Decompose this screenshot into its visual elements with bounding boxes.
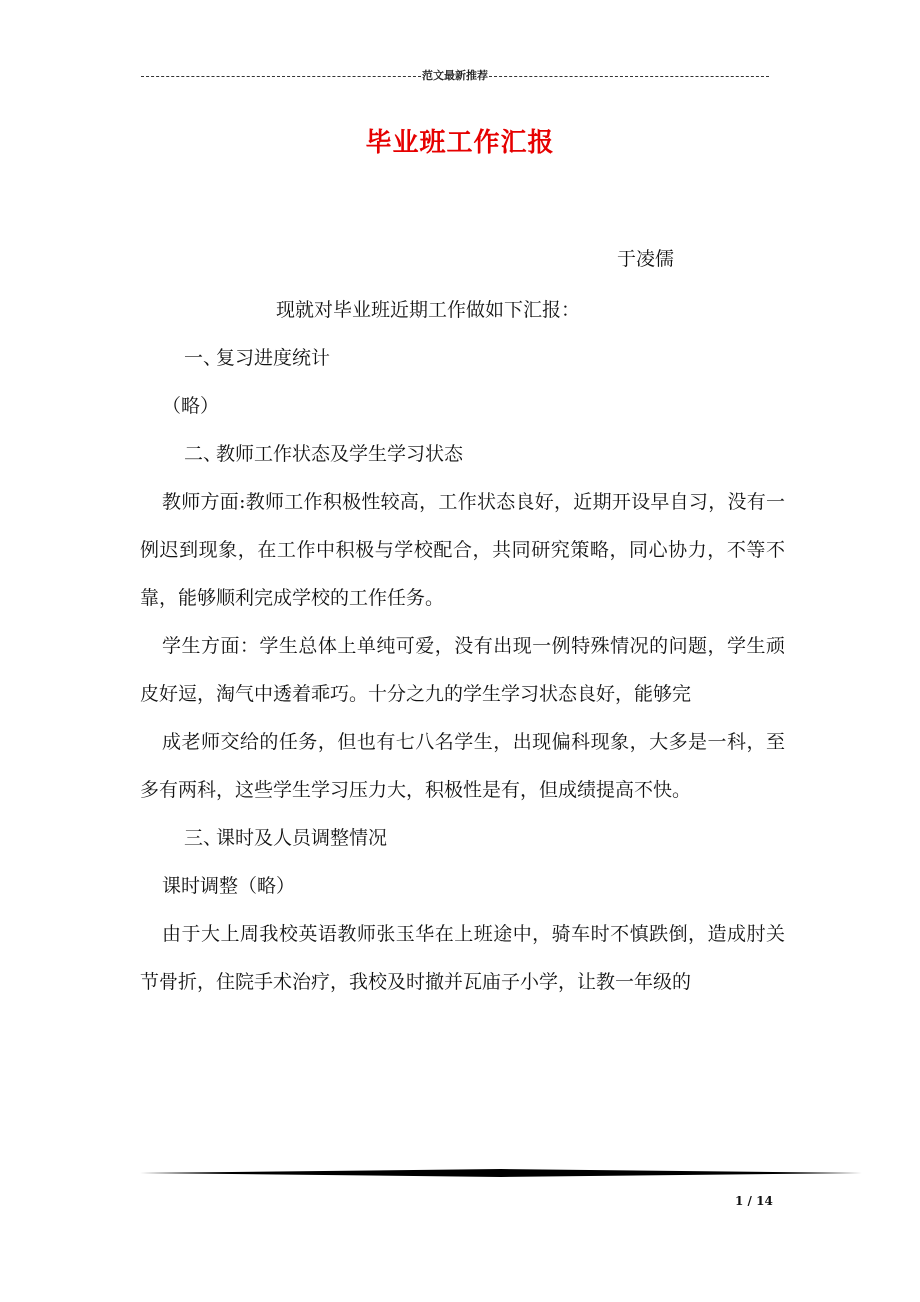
section-3-number: 三、 [184, 827, 223, 849]
student-paragraph: 学生方面：学生总体上单纯可爱，没有出现一例特殊情况的问题，学生顽皮好逗，淘气中透着乖巧。十分之九的学生学习状态良好，能够完 [140, 635, 785, 705]
student-continuation-paragraph: 成老师交给的任务，但也有七八名学生，出现偏科现象，大多是一科，至多有两科，这些学生学习压力大，积极性是有，但成绩提高不快。 [140, 731, 785, 801]
section-1-number: 一、 [184, 347, 223, 369]
intro-paragraph: 现就对毕业班近期工作做如下汇报： [276, 299, 581, 321]
section-2-number: 二、 [184, 443, 223, 465]
page-number: 1 / 14 [735, 1194, 773, 1208]
document-title: 毕业班工作汇报 [365, 128, 555, 158]
section-3-title: 课时及人员调整情况 [216, 827, 388, 849]
section-1-heading [140, 334, 785, 382]
section-2-heading [140, 430, 785, 478]
section-1-title: 复习进度统计 [216, 347, 331, 369]
teacher-paragraph: 教师方面:教师工作积极性较高，工作状态良好，近期开设早自习，没有一例迟到现象，在工作中积极与学校配合，共同研究策略，同心协力，不等不靠，能够顺利完成学校的工作任务。 [140, 491, 785, 609]
section-3-heading [140, 814, 785, 862]
page-header [140, 68, 770, 84]
document-body [140, 286, 785, 1006]
header-dashes-right [489, 76, 769, 77]
footer-divider [140, 1168, 862, 1178]
header-dashes-left [141, 76, 421, 77]
section-3-subheading: 课时调整（略） [162, 875, 296, 897]
section-3-paragraph: 由于大上周我校英语教师张玉华在上班途中，骑车时不慎跌倒，造成肘关节骨折，住院手术治疗，我校及时撤并瓦庙子小学，让教一年级的 [140, 923, 785, 993]
author-name: 于凌儒 [617, 248, 675, 270]
section-2-title: 教师工作状态及学生学习状态 [216, 443, 464, 465]
section-1-content: （略） [162, 395, 220, 417]
header-label: 范文最新推荐 [422, 69, 488, 82]
